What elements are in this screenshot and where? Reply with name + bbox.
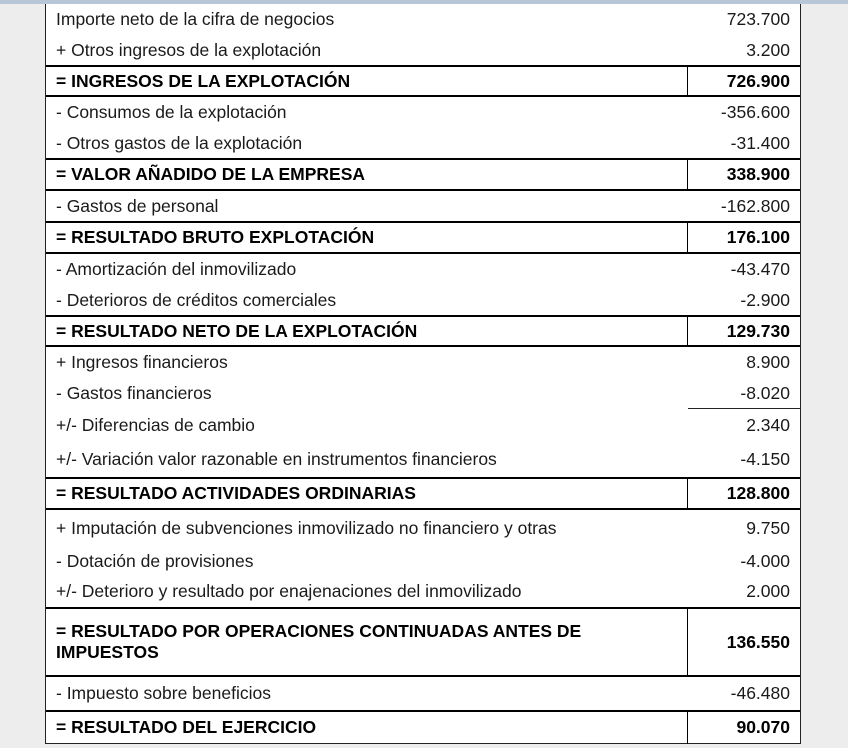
table-row (46, 576, 800, 607)
row-label: = RESULTADO DEL EJERCICIO (56, 716, 317, 737)
row-value: 8.900 (746, 352, 790, 372)
table-row-total (46, 477, 800, 510)
table-row (46, 510, 800, 546)
table-row (46, 128, 800, 158)
table-row (46, 409, 800, 442)
row-label: - Impuesto sobre beneficios (56, 683, 271, 703)
row-label: - Gastos financieros (56, 382, 212, 403)
row-label: - Dotación de provisiones (56, 550, 254, 571)
row-label: = INGRESOS DE LA EXPLOTACIÓN (56, 70, 351, 91)
row-value: 2.340 (746, 415, 790, 435)
row-label: - Otros gastos de la explotación (56, 132, 303, 153)
row-label: - Deterioros de créditos comerciales (56, 289, 337, 310)
row-value: -356.600 (720, 102, 790, 122)
row-value: 3.200 (746, 39, 790, 60)
table-row (46, 191, 800, 221)
table-row (46, 677, 800, 710)
row-value: -43.470 (730, 259, 790, 279)
row-value: 726.900 (726, 70, 790, 91)
row-label: = RESULTADO POR OPERACIONES CONTINUADAS ANTES DE IMPUESTOS (56, 621, 582, 662)
row-value: -4.000 (740, 550, 790, 571)
row-value: 338.900 (726, 164, 790, 184)
row-value: 723.700 (726, 9, 790, 29)
row-label: + Ingresos financieros (56, 352, 228, 372)
row-label: = VALOR AÑADIDO DE LA EMPRESA (56, 164, 366, 184)
table-row (46, 254, 800, 285)
row-label: Importe neto de la cifra de negocios (56, 9, 335, 29)
row-value: 176.100 (726, 227, 790, 247)
row-value: -2.900 (740, 289, 790, 310)
row-label: - Amortización del inmovilizado (56, 259, 297, 279)
row-label: +/- Deterioro y resultado por enajenaciones del inmovilizado (56, 581, 522, 601)
row-value: 129.730 (726, 320, 790, 341)
table-row (46, 285, 800, 315)
row-label: - Consumos de la explotación (56, 102, 287, 122)
table-row-total (46, 65, 800, 97)
row-value: 9.750 (746, 517, 790, 538)
row-value: -4.150 (740, 449, 790, 469)
table-row (46, 347, 800, 378)
row-label: +/- Variación valor razonable en instrumentos financieros (56, 449, 497, 469)
row-value: -162.800 (720, 195, 790, 216)
row-label: = RESULTADO NETO DE LA EXPLOTACIÓN (56, 320, 418, 341)
table-row-total (46, 607, 800, 677)
row-value: 2.000 (746, 581, 790, 601)
row-label: + Otros ingresos de la explotación (56, 39, 322, 60)
row-value: -46.480 (730, 683, 790, 703)
table-row (46, 442, 800, 477)
table-row-total (46, 221, 800, 254)
table-row-total (46, 158, 800, 191)
row-value: -31.400 (730, 132, 790, 153)
table-row (46, 4, 800, 35)
row-value: 136.550 (726, 631, 790, 652)
table-row (46, 97, 800, 128)
row-label: +/- Diferencias de cambio (56, 415, 255, 435)
row-value: -8.020 (740, 382, 790, 403)
income-statement-table (45, 4, 801, 744)
row-label: = RESULTADO ACTIVIDADES ORDINARIAS (56, 483, 416, 503)
table-row (46, 35, 800, 65)
table-row-total (46, 315, 800, 347)
table-row (46, 378, 800, 408)
row-value: 128.800 (726, 483, 790, 503)
row-label: - Gastos de personal (56, 195, 219, 216)
row-value: 90.070 (736, 716, 790, 737)
row-label: = RESULTADO BRUTO EXPLOTACIÓN (56, 227, 375, 247)
table-row-total (46, 710, 800, 742)
table-row (46, 546, 800, 576)
row-label: + Imputación de subvenciones inmovilizado no financiero y otras (56, 517, 557, 538)
